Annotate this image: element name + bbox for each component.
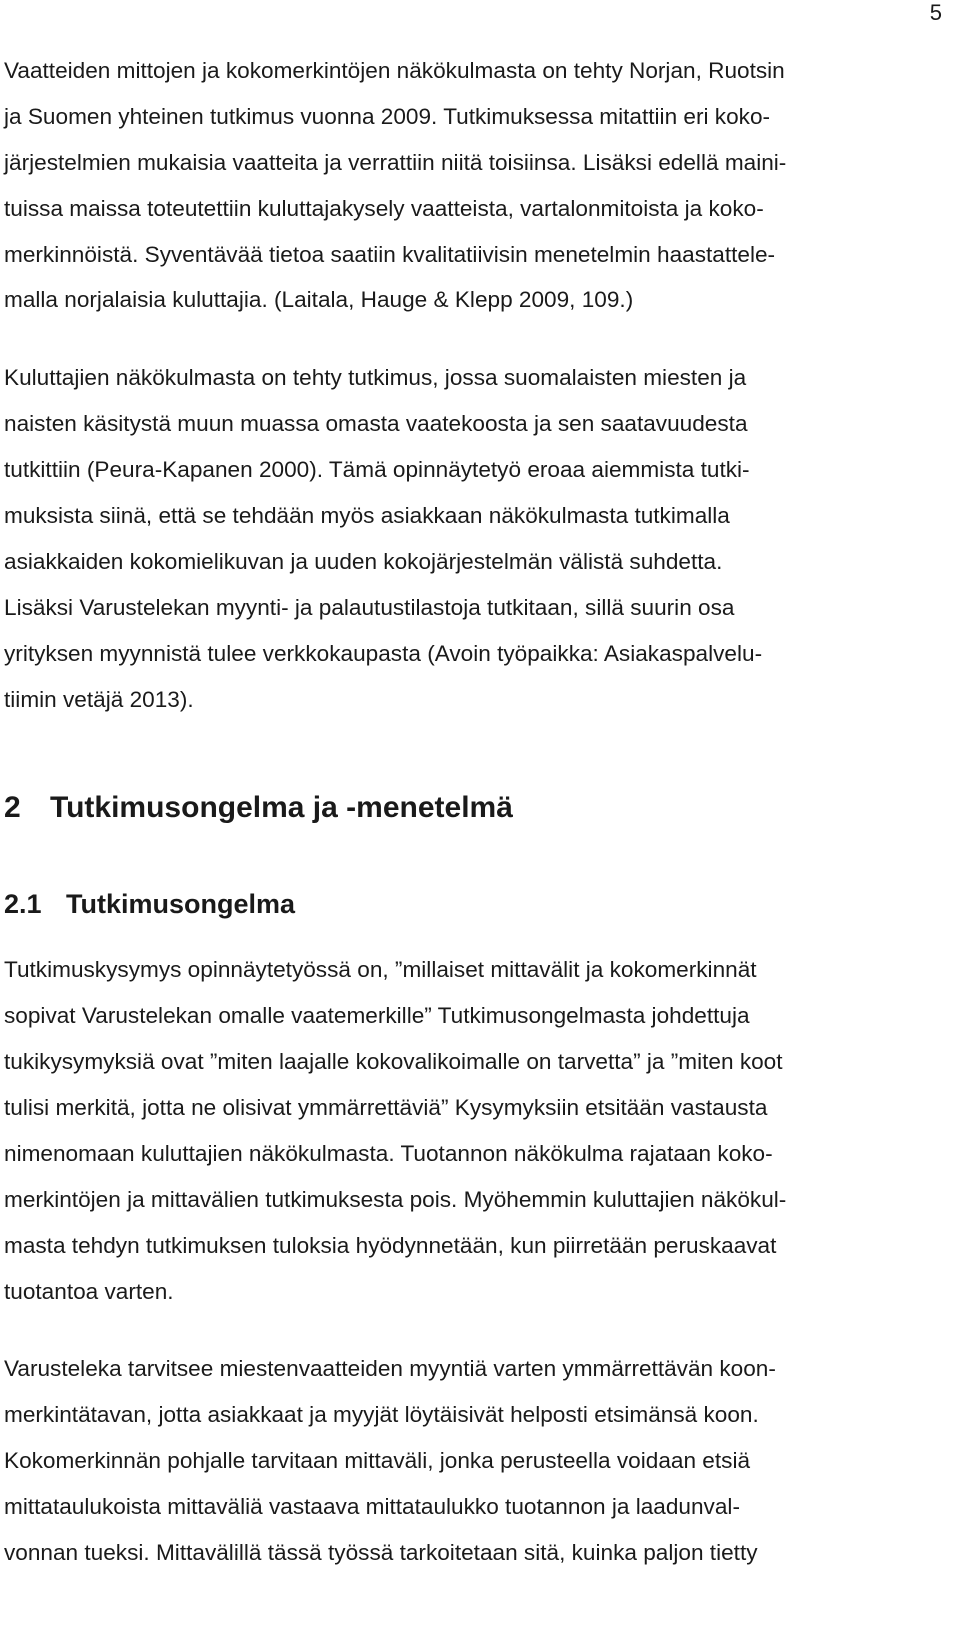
paragraph-line: asiakkaiden kokomielikuvan ja uuden kokojärjestelmän välistä suhdetta.	[4, 549, 723, 574]
section-heading	[4, 790, 513, 826]
paragraph-line: yrityksen myynnistä tulee verkkokaupasta (Avoin työpaikka: Asiakaspalvelu-	[4, 641, 763, 666]
paragraph-line: merkinnöistä. Syventävää tietoa saatiin kvalitatiivisin menetelmin haastattele-	[4, 242, 776, 267]
paragraph-line: Tutkimuskysymys opinnäytetyössä on, ”millaiset mittavälit ja kokomerkinnät	[4, 957, 757, 982]
paragraph-line: muksista siinä, että se tehdään myös asiakkaan näkökulmasta tutkimalla	[4, 503, 730, 528]
paragraph-line: sopivat Varustelekan omalle vaatemerkille” Tutkimusongelmasta johdettuja	[4, 1003, 750, 1028]
subsection-heading	[4, 888, 295, 920]
paragraph-line: malla norjalaisia kuluttajia. (Laitala, Hauge & Klepp 2009, 109.)	[4, 287, 634, 312]
section-title: Tutkimusongelma ja -menetelmä	[50, 791, 513, 824]
paragraph-line: tulisi merkitä, jotta ne olisivat ymmärrettäviä” Kysymyksiin etsitään vastausta	[4, 1095, 768, 1120]
paragraph-line: ja Suomen yhteinen tutkimus vuonna 2009. Tutkimuksessa mitattiin eri koko-	[4, 104, 771, 129]
subsection-number: 2.1	[4, 889, 42, 919]
paragraph-line: mittataulukoista mittaväliä vastaava mittataulukko tuotannon ja laadunval-	[4, 1494, 740, 1519]
paragraph-line: Varusteleka tarvitsee miestenvaatteiden myyntiä varten ymmärrettävän koon-	[4, 1356, 776, 1381]
paragraph-line: tutkittiin (Peura-Kapanen 2000). Tämä opinnäytetyö eroaa aiemmista tutki-	[4, 457, 750, 482]
page-number: 5	[929, 0, 942, 25]
paragraph-line: merkintätavan, jotta asiakkaat ja myyjät löytäisivät helposti etsimänsä koon.	[4, 1402, 759, 1427]
paragraph-line: masta tehdyn tutkimuksen tuloksia hyödynnetään, kun piirretään peruskaavat	[4, 1233, 777, 1258]
paragraph-line: Kuluttajien näkökulmasta on tehty tutkimus, jossa suomalaisten miesten ja	[4, 365, 747, 390]
paragraph-line: merkintöjen ja mittavälien tutkimuksesta pois. Myöhemmin kuluttajien näkökul-	[4, 1187, 787, 1212]
paragraph-line: Lisäksi Varustelekan myynti- ja palautustilastoja tutkitaan, sillä suurin osa	[4, 595, 735, 620]
paragraph-line: tuotantoa varten.	[4, 1279, 174, 1304]
paragraph-line: tiimin vetäjä 2013).	[4, 687, 194, 712]
paragraph-line: nimenomaan kuluttajien näkökulmasta. Tuotannon näkökulma rajataan koko-	[4, 1141, 773, 1166]
subsection-title: Tutkimusongelma	[66, 889, 296, 919]
paragraph-line: tuissa maissa toteutettiin kuluttajakysely vaatteista, vartalonmitoista ja koko-	[4, 196, 764, 221]
paragraph-line: Vaatteiden mittojen ja kokomerkintöjen näkökulmasta on tehty Norjan, Ruotsin	[4, 58, 785, 83]
paragraph-line: järjestelmien mukaisia vaatteita ja verrattiin niitä toisiinsa. Lisäksi edellä maini-	[4, 150, 787, 175]
paragraph-line: tukikysymyksiä ovat ”miten laajalle kokovalikoimalle on tarvetta” ja ”miten koot	[4, 1049, 783, 1074]
paragraph-line: naisten käsitystä muun muassa omasta vaatekoosta ja sen saatavuudesta	[4, 411, 748, 436]
paragraph-line: vonnan tueksi. Mittavälillä tässä työssä tarkoitetaan sitä, kuinka paljon tietty	[4, 1540, 758, 1565]
paragraph-line: Kokomerkinnän pohjalle tarvitaan mittaväli, jonka perusteella voidaan etsiä	[4, 1448, 751, 1473]
section-number: 2	[4, 791, 21, 824]
